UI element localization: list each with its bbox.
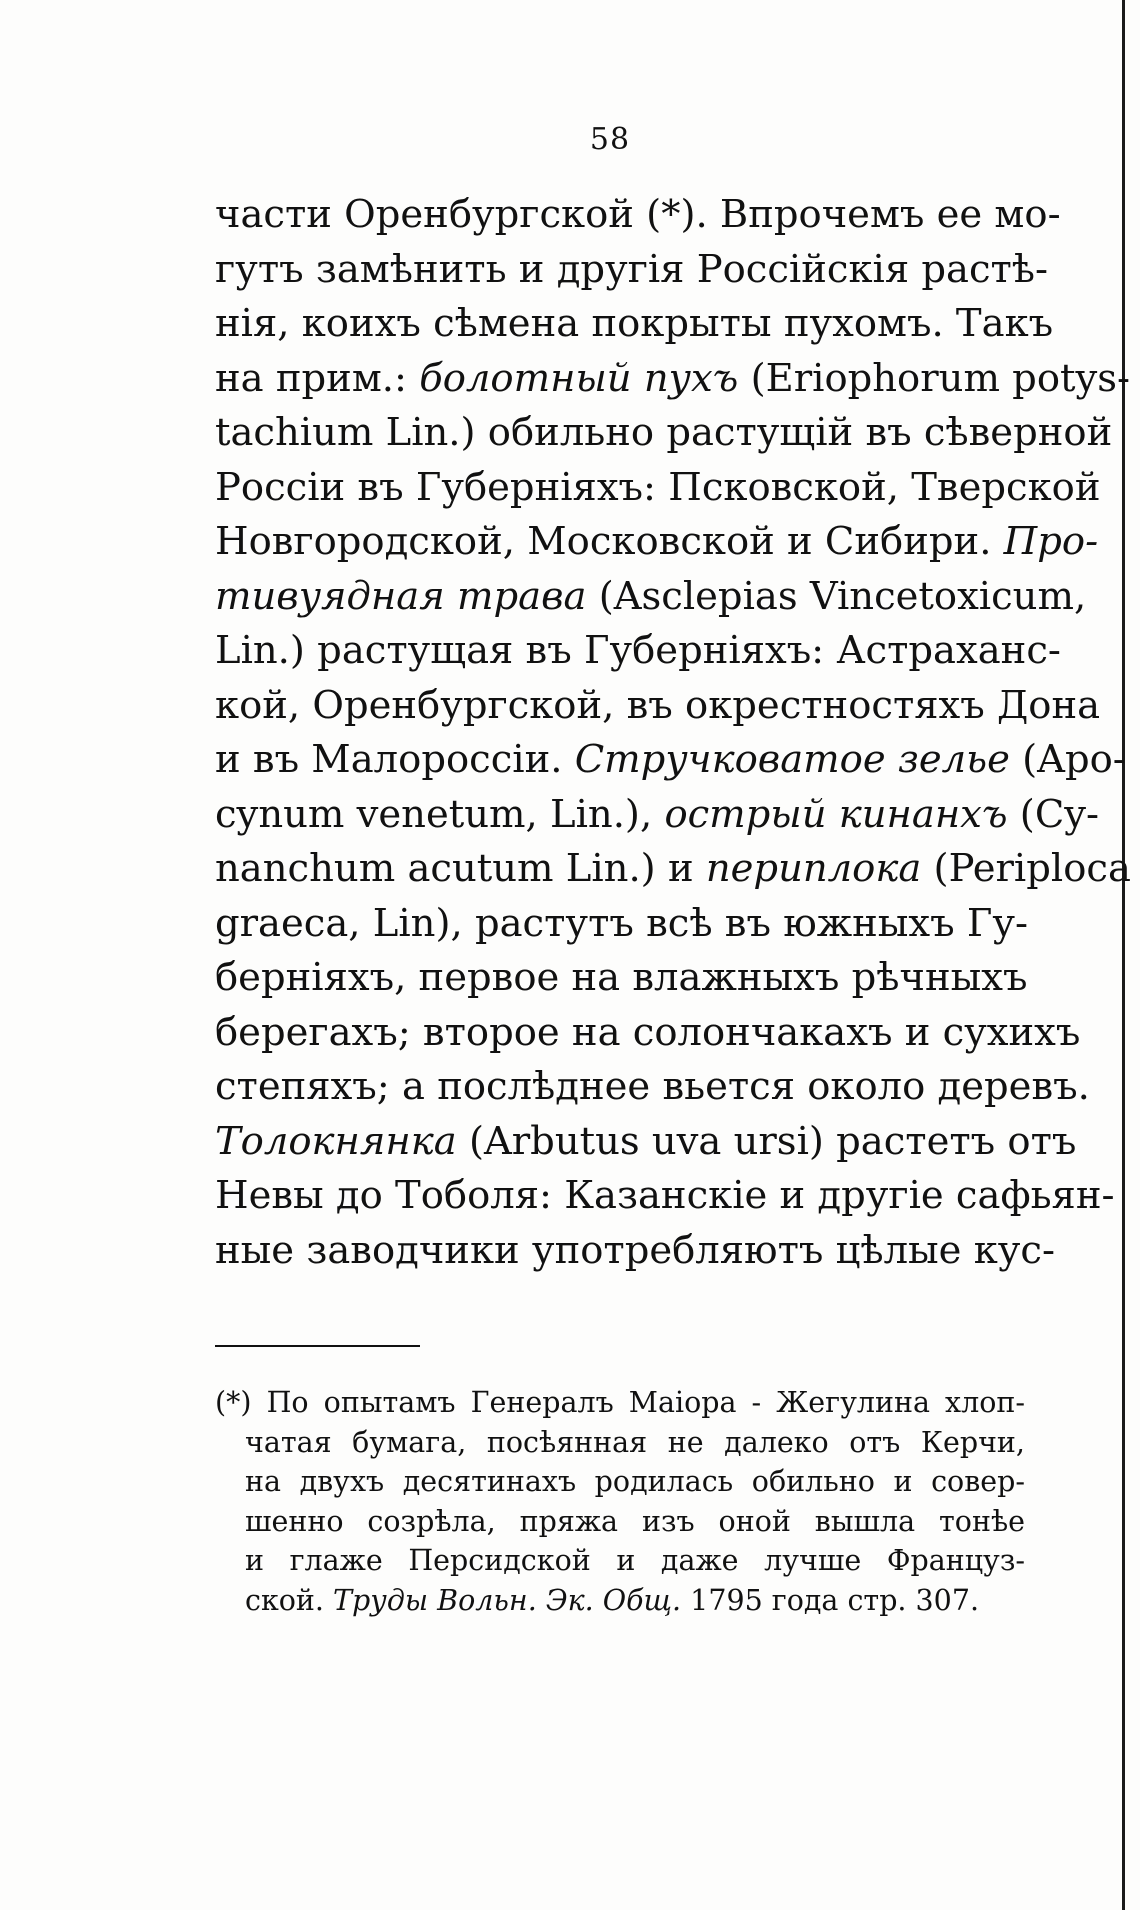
footnote-line: и глаже Персидской и даже лучше Француз- xyxy=(245,1544,1025,1577)
body-line: Россіи въ Губерніяхъ: Псковской, Тверской xyxy=(215,464,1101,510)
page-number: 58 xyxy=(589,122,631,157)
body-line: и въ Малороссіи. Стручковатое зелье (Apo- xyxy=(215,737,1126,782)
italic-term: тивуядная трава xyxy=(215,573,587,619)
italic-term: периплока xyxy=(705,846,922,891)
italic-term: Толокнянка xyxy=(215,1118,457,1164)
footnote-line: ской. Труды Вольн. Эк. Общ. 1795 года стр. 307. xyxy=(245,1583,980,1617)
footnote-line: шенно созрѣла, пряжа изъ оной вышла тонѣе xyxy=(245,1504,1025,1538)
italic-term: Стручковатое зелье xyxy=(574,737,1010,782)
body-line: tachium Lin.) обильно растущій въ сѣверной xyxy=(215,410,1113,455)
body-line: кой, Оренбургской, въ окрестностяхъ Дона xyxy=(215,682,1101,728)
body-line: степяхъ; а послѣднее вьется около деревъ. xyxy=(215,1064,1090,1109)
body-line: нія, коихъ сѣмена покрыты пухомъ. Такъ xyxy=(215,301,1054,346)
italic-citation: Труды Вольн. Эк. Общ. xyxy=(333,1583,682,1617)
body-line: ные заводчики употребляютъ цѣлые кус- xyxy=(215,1227,1055,1273)
body-line: graeca, Lin), растутъ всѣ въ южныхъ Гу- xyxy=(215,900,1029,946)
body-line: cynum venetum, Lin.), острый кинанхъ (Cy- xyxy=(215,791,1100,837)
footnote-divider xyxy=(215,1345,420,1347)
body-line: на прим.: болотный пухъ (Eriophorum potys- xyxy=(215,355,1130,401)
body-line: Lin.) растущая въ Губерніяхъ: Астраханс- xyxy=(215,628,1061,673)
italic-term: острый кинанхъ xyxy=(664,791,1008,837)
footnote xyxy=(215,1383,1025,1620)
body-line: берегахъ; второе на солончакахъ и сухихъ xyxy=(215,1009,1081,1055)
footnote-line: чатая бумага, посѣянная не далеко отъ Керчи, xyxy=(245,1425,1025,1459)
italic-term: Про- xyxy=(1003,519,1099,564)
footnote-line: на двухъ десятинахъ родилась обильно и совер- xyxy=(245,1465,1025,1498)
body-line: части Оренбургской (*). Впрочемъ ее мо- xyxy=(215,192,1061,237)
body-line: Новгородской, Московской и Сибири. Про- xyxy=(215,519,1099,564)
body-line: nanchum acutum Lin.) и периплока (Periploca xyxy=(215,846,1131,891)
body-line: берніяхъ, первое на влажныхъ рѣчныхъ xyxy=(215,955,1028,1000)
body-line: Невы до Тоболя: Казанскіе и другіе сафьян- xyxy=(215,1173,1115,1218)
italic-term: болотный пухъ xyxy=(419,355,739,401)
body-text xyxy=(215,188,1131,1278)
footnote-line: (*) По опытамъ Генералъ Маіора - Жегулина хлоп- xyxy=(215,1386,1025,1419)
body-line: тивуядная трава (Asclepias Vincetoxicum, xyxy=(215,573,1087,619)
page-edge-line xyxy=(1122,0,1125,1910)
body-line: Толокнянка (Arbutus uva ursi) растетъ отъ xyxy=(215,1118,1077,1164)
body-line: гутъ замѣнить и другія Россійскія растѣ- xyxy=(215,246,1049,292)
